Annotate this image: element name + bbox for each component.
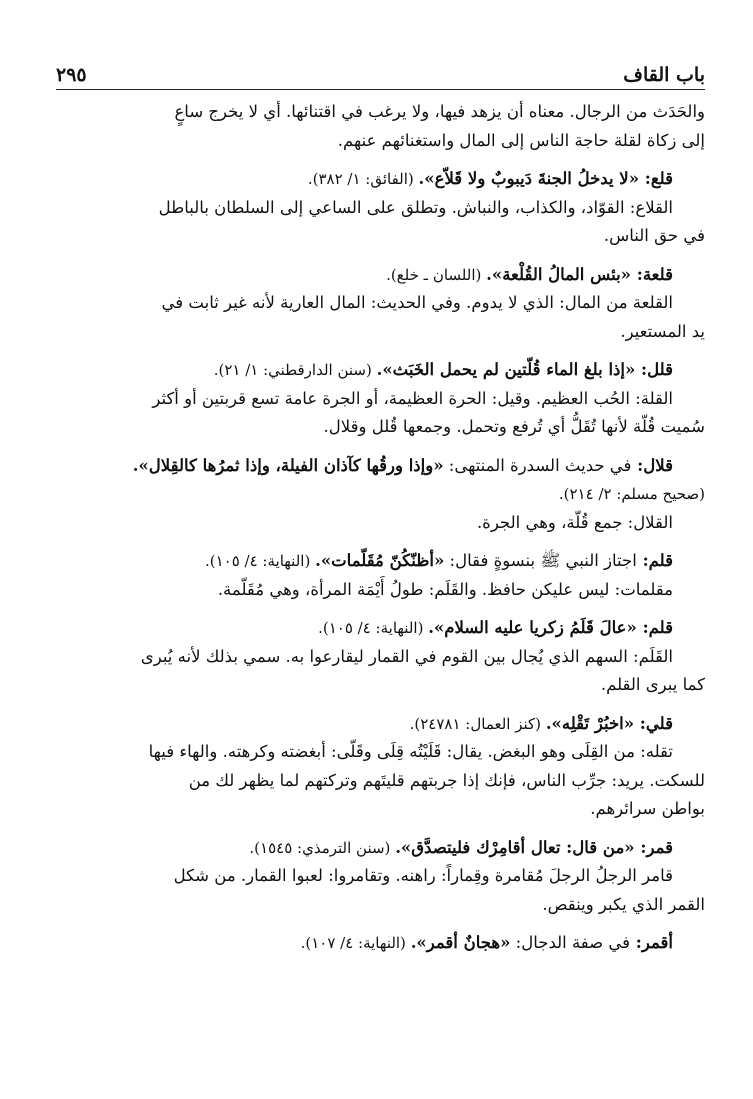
- header-rule: [56, 89, 705, 90]
- text-line: [56, 356, 705, 385]
- text-segment: القلعة من المال: الذي لا يدوم. وفي الحديث: المال العارية لأنه غير ثابت في: [161, 293, 673, 312]
- page-header: [56, 56, 705, 86]
- text-line: [56, 289, 705, 318]
- text-segment: في حق الناس.: [603, 226, 705, 245]
- text-segment: القلاع: القوّاد، والكذاب، والنباش. وتطلق على الساعي إلى السلطان بالباطل: [158, 197, 673, 217]
- hadith-quote: «وإذا ورقُها كآذان الفيلة، وإذا ثمرُها كالقِلال».: [132, 455, 444, 475]
- headword: قلم:: [636, 551, 673, 570]
- text-line: [56, 165, 705, 194]
- text-line: [56, 795, 705, 824]
- text-line: [56, 710, 705, 739]
- text-line: [56, 738, 705, 767]
- text-line: [56, 194, 705, 223]
- text-segment: مقلمات: ليس عليكن حافظ. والقَلَم: طولُ أَيْمَة المرأة، وهي مُقَلّمة.: [217, 579, 673, 599]
- text-segment: القَلَم: السهم الذي يُجال بين القوم في القمار ليقارعوا به. سمي بذلك لأنه يُبرى: [140, 646, 673, 666]
- text-segment: في حديث السدرة المنتهى:: [443, 455, 632, 475]
- text-segment: إلى زكاة لقلة حاجة الناس إلى المال واستغنائهم عنهم.: [337, 130, 705, 150]
- text-segment: سُميت قُلّة لأنها تُقَلُّ أي تُرفع وتحمل. وجمعها قُلل وقلال.: [323, 417, 705, 436]
- source-citation: (النهاية: ٤/ ١٠٥).: [204, 552, 316, 570]
- text-line: [56, 261, 705, 290]
- text-line: [56, 509, 705, 538]
- text-segment: يد المستعير.: [620, 321, 705, 341]
- hadith-quote: «اخبُرْ تَقْلِه».: [545, 713, 635, 733]
- text-line: [56, 127, 705, 156]
- headword: قلي:: [634, 713, 673, 733]
- text-line: [56, 929, 705, 958]
- source-citation: (سنن الترمذي: ١٥٤٥).: [249, 838, 396, 857]
- text-line: [56, 891, 705, 920]
- text-line: [56, 413, 705, 442]
- text-segment: بواطن سرائرهم.: [590, 799, 705, 818]
- text-line: [56, 671, 705, 700]
- text-segment: والحَدَث من الرجال. معناه أن يزهد فيها، ولا يرغب في اقتنائها. أي لا يخرج ساعٍ: [174, 102, 705, 121]
- headword: قلل:: [635, 360, 673, 379]
- source-citation: (الفائق: ١/ ٣٨٢).: [307, 170, 419, 188]
- text-line: [56, 452, 705, 481]
- hadith-quote: «أظنّكُنّ مُقَلّمات».: [315, 551, 445, 570]
- source-citation: (النهاية: ٤/ ١٠٥).: [318, 619, 429, 637]
- source-citation: (اللسان ـ خلع).: [386, 265, 487, 284]
- text-segment: للسكت. يريد: جرِّب الناس، فإنك إذا جربتهم قليتَهم وتركتهم لما يظهر لك من: [188, 770, 705, 790]
- source-citation: (صحيح مسلم: ٢/ ٢١٤).: [558, 485, 705, 503]
- headword: أقمر:: [630, 933, 673, 952]
- text-line: [56, 614, 705, 643]
- headword: قمر:: [634, 837, 673, 857]
- text-segment: اجتاز النبي ﷺ بنسوةٍ فقال:: [444, 551, 637, 570]
- text-line: [56, 318, 705, 347]
- page-number: ٢٩٥: [56, 64, 87, 86]
- source-citation: (سنن الدارقطني: ١/ ٢١).: [213, 361, 377, 379]
- text-line: [56, 862, 705, 891]
- text-segment: كما يبرى القلم.: [600, 675, 705, 694]
- text-segment: تقله: من القِلَى وهو البغض. يقال: قَلَيْتُه قِلَى وقَلّى: أبغضته وكرهته. والهاء فيها: [148, 742, 673, 761]
- text-segment: قامر الرجلُ الرجلَ مُقامرة وقِماراً: راهنه. وتقامروا: لعبوا القمار. من شكل: [173, 866, 673, 885]
- headword: قلم:: [636, 618, 673, 637]
- hadith-quote: «من قال: تعال أقامِرْك فليتصدَّق».: [395, 837, 635, 857]
- hadith-quote: «إذا بلغ الماء قُلّتين لم يحمل الخَبَث».: [376, 360, 636, 379]
- text-line: [56, 767, 705, 796]
- chapter-title: باب القاف: [623, 64, 705, 86]
- source-citation: (كنز العمال: ٢٤٧٨١).: [409, 714, 546, 733]
- text-line: [56, 98, 705, 127]
- headword: قلع:: [639, 169, 673, 188]
- hadith-quote: «عالَ قَلَمُ زكريا عليه السلام».: [428, 618, 637, 637]
- hadith-quote: «هجانٌ أقمر».: [410, 933, 511, 952]
- text-segment: القمر الذي يكبر وينقص.: [542, 894, 705, 914]
- hadith-quote: «بئس المالُ القُلْعة».: [486, 264, 631, 284]
- hadith-quote: «لا يدخلُ الجنةَ دَيبوبٌ ولا قَلاّع».: [418, 169, 640, 188]
- text-line: [56, 834, 705, 863]
- text-line: [56, 222, 705, 251]
- text-segment: القلة: الحُب العظيم. وقيل: الحرة العظيمة، أو الجرة عامة تسع قربتين أو أكثر: [152, 388, 673, 408]
- text-line: [56, 480, 705, 509]
- text-line: [56, 576, 705, 605]
- text-line: [56, 643, 705, 672]
- page-body: [56, 98, 705, 958]
- headword: قلال:: [631, 455, 673, 475]
- source-citation: (النهاية: ٤/ ١٠٧).: [300, 934, 411, 952]
- text-segment: في صفة الدجال:: [510, 933, 631, 952]
- text-segment: القلال: جمع قُلّة، وهي الجرة.: [476, 512, 673, 532]
- headword: قلعة:: [631, 264, 673, 284]
- text-line: [56, 385, 705, 414]
- text-line: [56, 547, 705, 576]
